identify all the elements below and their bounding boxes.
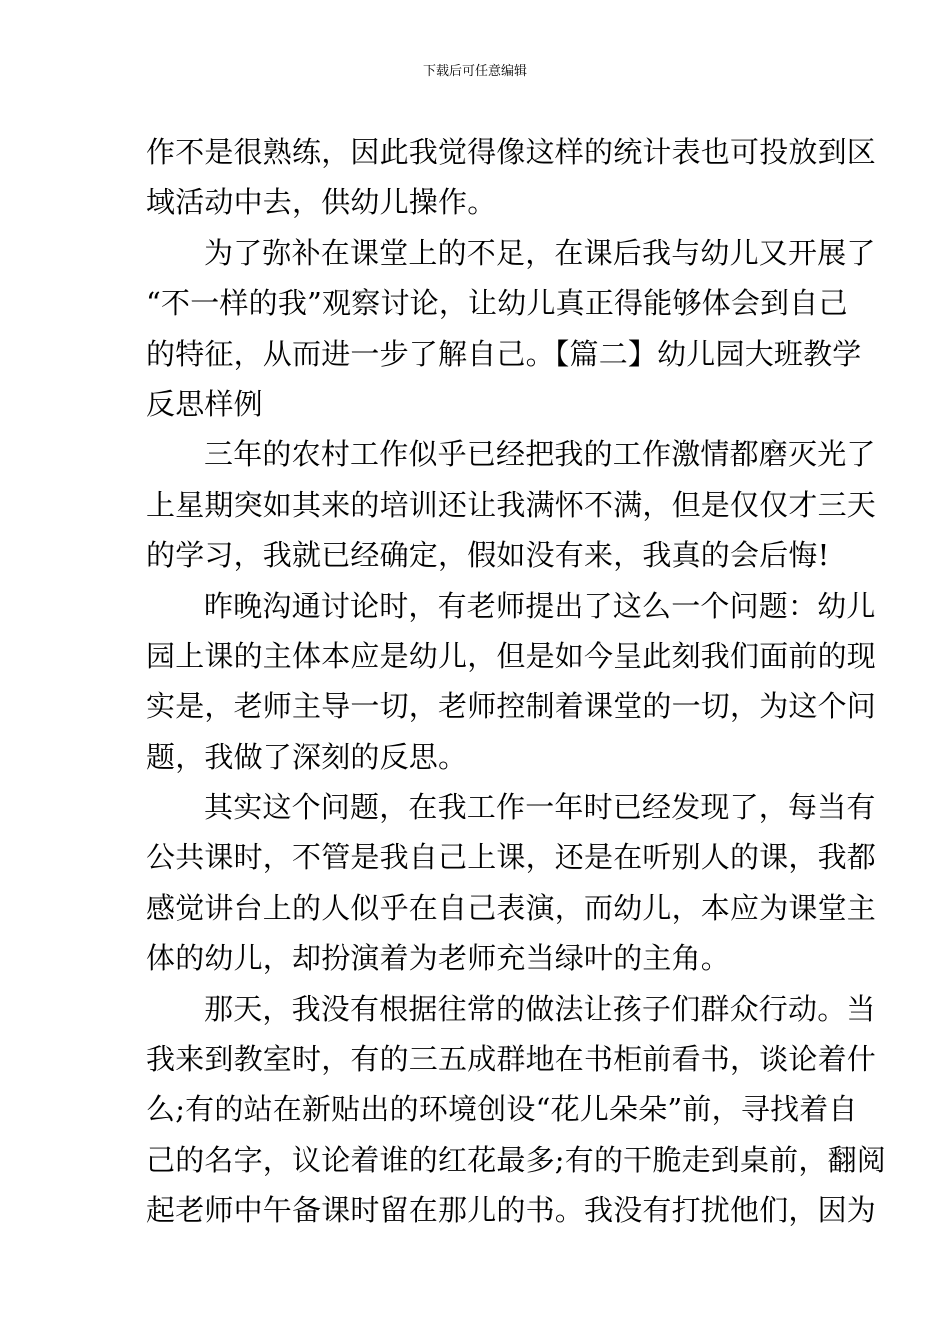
text-line: 的学习，我就已经确定，假如没有来，我真的会后悔!	[146, 538, 830, 573]
text-line: 作不是很熟练，因此我觉得像这样的统计表也可投放到区	[146, 135, 877, 169]
paragraph-first-line: 为了弥补在课堂上的不足，在课后我与幼儿又开展了	[204, 235, 876, 270]
text-line: 域活动中去，供幼儿操作。	[146, 185, 497, 220]
text-line: 反思样例	[146, 386, 263, 421]
text-line: 园上课的主体本应是幼儿，但是如今呈此刻我们面前的现	[146, 638, 877, 673]
text-line: “不一样的我”观察讨论，让幼儿真正得能够体会到自己	[146, 286, 848, 321]
paragraph-first-line: 其实这个问题，在我工作一年时已经发现了，每当有	[204, 790, 876, 825]
paragraph-first-line: 昨晚沟通讨论时，有老师提出了这么一个问题：幼儿	[204, 588, 876, 623]
header-text: 下载后可任意编辑	[422, 64, 527, 79]
text-line: 实是，老师主导一切，老师控制着课堂的一切，为这个问	[146, 689, 877, 724]
text-line: 体的幼儿，却扮演着为老师充当绿叶的主角。	[146, 941, 731, 976]
text-line: 么;有的站在新贴出的环境创设“花儿朵朵”前，寻找着自	[146, 1092, 858, 1127]
text-line: 起老师中午备课时留在那儿的书。我没有打扰他们，因为	[146, 1193, 877, 1228]
text-line: 题，我做了深刻的反思。	[146, 739, 468, 774]
text-line: 公共课时，不管是我自己上课，还是在听别人的课，我都	[146, 840, 877, 875]
page-header	[0, 62, 950, 82]
text-line: 的特征，从而进一步了解自己。【篇二】幼儿园大班教学	[146, 336, 862, 371]
document-body	[146, 127, 886, 1236]
text-line: 上星期突如其来的培训还让我满怀不满，但是仅仅才三天	[146, 487, 877, 522]
text-line: 感觉讲台上的人似乎在自己表演，而幼儿，本应为课堂主	[146, 890, 877, 925]
paragraph-first-line: 那天，我没有根据往常的做法让孩子们群众行动。当	[204, 991, 876, 1026]
paragraph-first-line: 三年的农村工作似乎已经把我的工作激情都磨灭光了	[204, 437, 876, 472]
text-line: 我来到教室时，有的三五成群地在书柜前看书，谈论着什	[146, 1042, 877, 1077]
text-line: 己的名字，议论着谁的红花最多;有的干脆走到桌前，翻阅	[146, 1142, 886, 1177]
